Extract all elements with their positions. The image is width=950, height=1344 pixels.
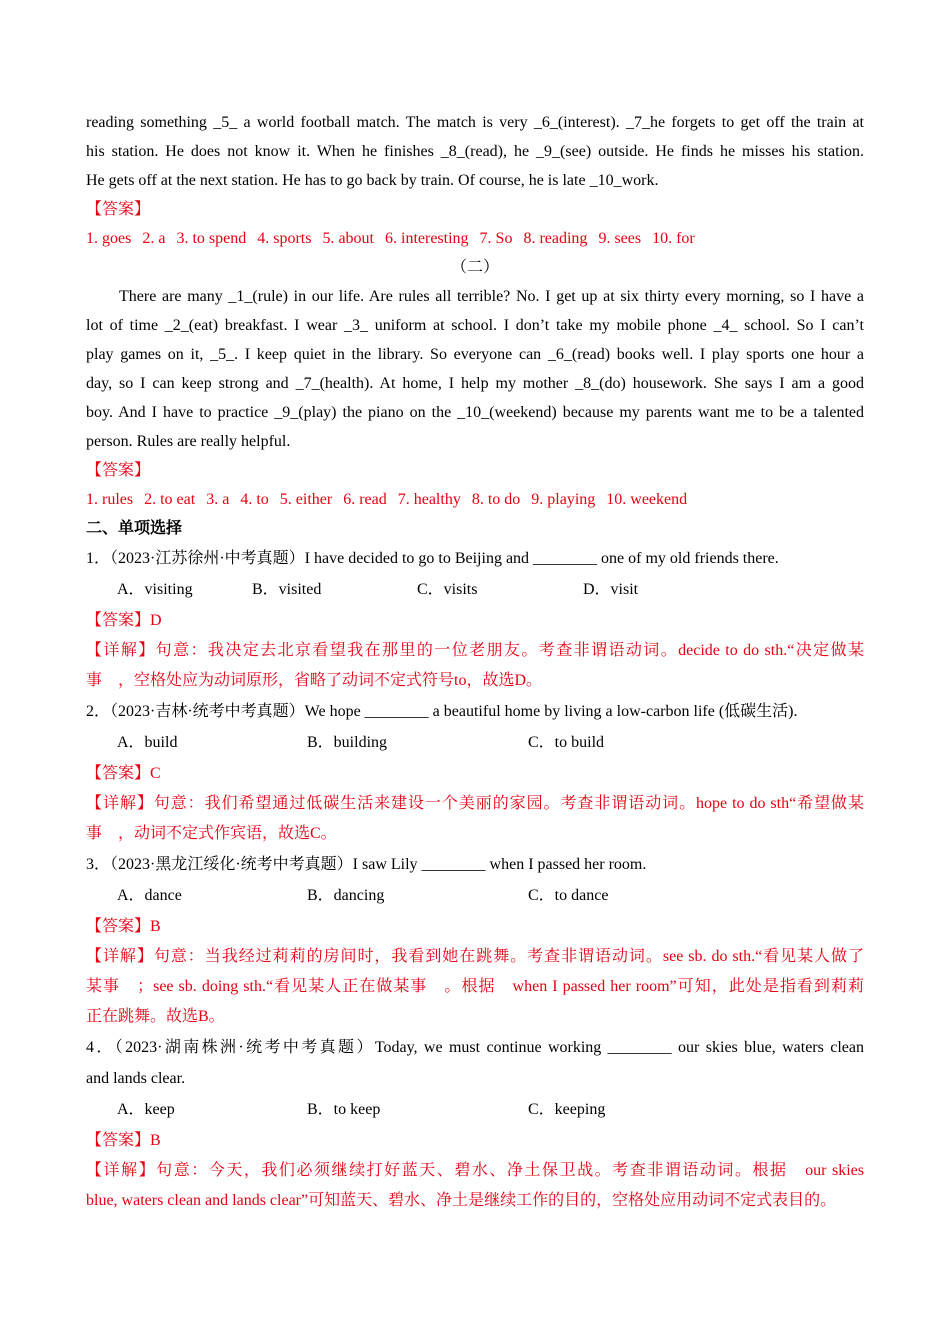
option-c[interactable]: C．keeping xyxy=(528,1101,606,1118)
passage-2 xyxy=(86,253,864,514)
answer-item: 5. either xyxy=(279,491,333,508)
option-b[interactable]: B．dancing xyxy=(307,887,385,904)
answer: 【答案】B xyxy=(86,918,161,935)
question-options xyxy=(86,727,864,758)
explanation-line: 【详解】句意：我决定去北京看望我在那里的一位老朋友。考查非谓语动词。decide to do sth.“决定做某 xyxy=(86,642,864,659)
answer-list xyxy=(86,224,864,253)
answer-item: 2. a xyxy=(142,230,166,247)
answer-item: 8. to do xyxy=(471,491,521,508)
answer: 【答案】B xyxy=(86,1132,161,1149)
question-4 xyxy=(86,1032,864,1216)
answer: 【答案】C xyxy=(86,765,161,782)
answer-item: 7. healthy xyxy=(397,491,461,508)
option-b[interactable]: B．to keep xyxy=(307,1101,381,1118)
passage-line: boy. And I have to practice _9_(play) the piano on the _10_(weekend) because my parents want me to be a talented xyxy=(86,404,864,421)
answer-item: 10. weekend xyxy=(606,491,688,508)
answer-item: 6. read xyxy=(343,491,387,508)
option-c[interactable]: C．to dance xyxy=(528,887,609,904)
question-stem-continued: and lands clear. xyxy=(86,1070,186,1087)
answer-label: 【答案】 xyxy=(86,201,151,218)
question-stem: 3．（2023·黑龙江绥化·统考中考真题）I saw Lily ________ when I passed her room. xyxy=(86,856,647,873)
passage-line: reading something _5_ a world football match. The match is very _6_(interest). _7_he forgets to get off the train at xyxy=(86,114,864,131)
answer-item: 1. rules xyxy=(86,491,134,508)
passage-line: lot of time _2_(eat) breakfast. I wear _3_ uniform at school. I don’t take my mobile phone _4_ school. So I can’t xyxy=(86,317,864,334)
option-a[interactable]: A．build xyxy=(117,734,178,751)
option-c[interactable]: C．to build xyxy=(528,734,605,751)
passage-1 xyxy=(86,108,864,253)
answer-item: 7. So xyxy=(479,230,513,247)
passage-line: his station. He does not know it. When he finishes _8_(read), he _9_(see) outside. He finds he misses his station. xyxy=(86,143,864,160)
answer-item: 5. about xyxy=(322,230,374,247)
passage-line: play games on it, _5_. I keep quiet in the library. So everyone can _6_(read) books well. I play sports one hour a xyxy=(86,346,864,363)
section-title: 二、单项选择 xyxy=(86,520,183,537)
answer-item: 2. to eat xyxy=(144,491,196,508)
explanation-line: 事 ，动词不定式作宾语，故选C。 xyxy=(86,825,337,842)
answer-item: 10. for xyxy=(652,230,695,247)
answer-list xyxy=(86,485,864,514)
section-heading: （二） xyxy=(450,259,499,276)
question-1 xyxy=(86,543,864,696)
answer-item: 4. to xyxy=(240,491,269,508)
answer-item: 9. sees xyxy=(598,230,642,247)
answer-label: 【答案】 xyxy=(86,462,151,479)
document-page xyxy=(86,108,864,1216)
option-b[interactable]: B．building xyxy=(307,734,388,751)
question-options xyxy=(86,880,864,911)
option-a[interactable]: A．dance xyxy=(117,887,182,904)
explanation-line: 【详解】句意：当我经过莉莉的房间时，我看到她在跳舞。考查非谓语动词。see sb. do sth.“看见某人做了 xyxy=(86,948,864,965)
question-stem: 1．（2023·江苏徐州·中考真题）I have decided to go to Beijing and ________ one of my old friends there. xyxy=(86,550,779,567)
question-options xyxy=(86,1094,864,1125)
answer-item: 9. playing xyxy=(531,491,596,508)
option-b[interactable]: B．visited xyxy=(252,581,322,598)
answer-item: 1. goes xyxy=(86,230,132,247)
passage-line: day, so I can keep strong and _7_(health). At home, I help my mother _8_(do) housework. She says I am a good xyxy=(86,375,864,392)
explanation-line: 正在跳舞。故选B。 xyxy=(86,1008,225,1025)
option-a[interactable]: A．visiting xyxy=(117,581,193,598)
explanation-line: 事 ，空格处应为动词原形，省略了动词不定式符号to，故选D。 xyxy=(86,672,543,689)
passage-line: He gets off at the next station. He has to go back by train. Of course, he is late _10_work. xyxy=(86,172,659,189)
question-stem: 2．（2023·吉林·统考中考真题）We hope ________ a beautiful home by living a low-carbon life (低碳生活). xyxy=(86,703,798,720)
explanation-line: blue, waters clean and lands clear”可知蓝天、碧水、净土是继续工作的目的，空格处应用动词不定式表目的。 xyxy=(86,1192,837,1209)
answer-item: 4. sports xyxy=(257,230,312,247)
explanation-line: 【详解】句意：我们希望通过低碳生活来建设一个美丽的家园。考查非谓语动词。hope to do sth“希望做某 xyxy=(86,795,864,812)
option-c[interactable]: C．visits xyxy=(417,581,478,598)
question-options xyxy=(86,574,864,605)
explanation-line: 【详解】句意：今天，我们必须继续打好蓝天、碧水、净土保卫战。考查非谓语动词。根据 our skies xyxy=(86,1162,864,1179)
explanation-line: 某事 ；see sb. doing sth.“看见某人正在做某事 。根据 when I passed her room”可知，此处是指看到莉莉 xyxy=(86,978,864,995)
option-d[interactable]: D．visit xyxy=(583,581,639,598)
answer-item: 3. to spend xyxy=(176,230,247,247)
answer-item: 6. interesting xyxy=(385,230,469,247)
question-stem: 4．（2023·湖南株洲·统考中考真题）Today, we must continue working ________ our skies blue, waters clean xyxy=(86,1039,864,1056)
passage-line: person. Rules are really helpful. xyxy=(86,433,291,450)
question-3 xyxy=(86,849,864,1032)
answer: 【答案】D xyxy=(86,612,162,629)
answer-item: 3. a xyxy=(206,491,230,508)
answer-item: 8. reading xyxy=(523,230,588,247)
passage-line: There are many _1_(rule) in our life. Are rules all terrible? No. I get up at six thirty every morning, so I have a xyxy=(119,288,864,305)
question-2 xyxy=(86,696,864,849)
option-a[interactable]: A．keep xyxy=(117,1101,175,1118)
